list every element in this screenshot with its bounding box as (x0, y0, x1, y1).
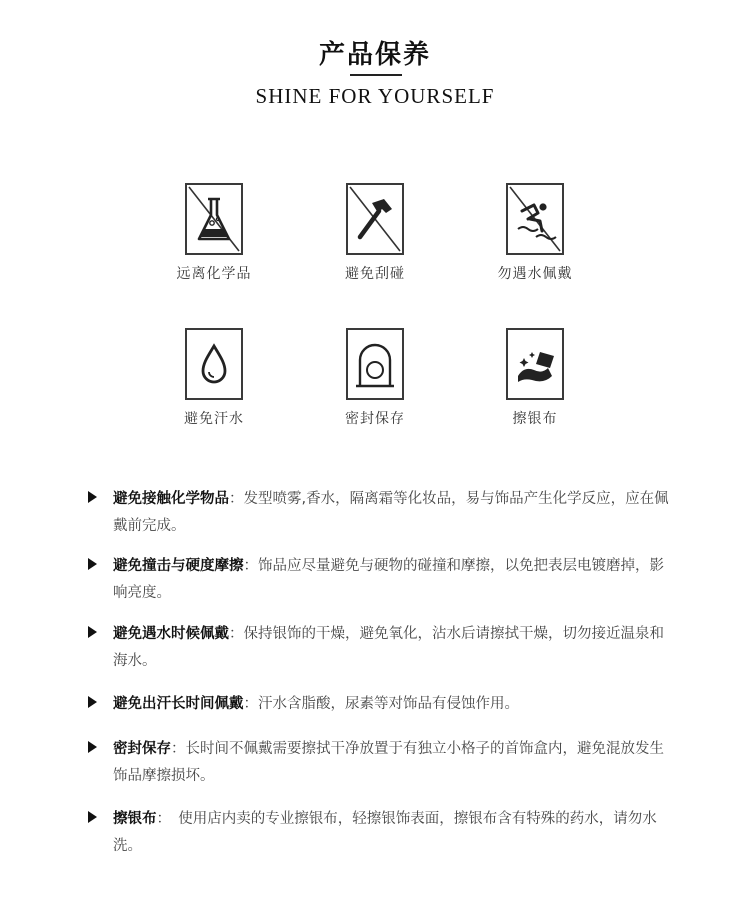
list-item (88, 553, 678, 607)
hammer-icon (346, 183, 404, 255)
swimmer-icon (506, 183, 564, 255)
triangle-bullet-icon (88, 626, 97, 638)
page-subtitle: SHINE FOR YOURSELF (255, 84, 495, 108)
tip-body: ：保持银饰的干燥，避免氧化，沾水后请擦拭干燥，切勿接近温泉和海水。 (113, 626, 664, 669)
water-drop-icon (185, 328, 243, 400)
care-item-storage (300, 328, 450, 428)
triangle-bullet-icon (88, 696, 97, 708)
list-item (88, 486, 678, 540)
sealed-box-icon (346, 328, 404, 400)
tip-body: ：长时间不佩戴需要擦拭干净放置于有独立小格子的首饰盒内，避免混放发生饰品摩擦损坏。 (113, 741, 664, 784)
tip-body: ：发型喷雾,香水，隔离霜等化妆品，易与饰品产生化学反应，应在佩戴前完成。 (113, 491, 669, 534)
polishing-cloth-icon (506, 328, 564, 400)
icon-label: 远离化学品 (176, 266, 252, 282)
tip-heading: 密封保存 (113, 741, 171, 757)
tip-heading: 避免接触化学物品 (113, 491, 229, 507)
care-item-scratch (300, 183, 450, 283)
list-item (88, 736, 678, 790)
title-underline (350, 74, 402, 76)
triangle-bullet-icon (88, 558, 97, 570)
triangle-bullet-icon (88, 491, 97, 503)
care-item-chemicals (139, 183, 289, 283)
tip-heading: 避免出汗长时间佩戴 (113, 696, 244, 712)
icon-label: 擦银布 (512, 411, 558, 427)
tip-heading: 擦银布 (113, 811, 157, 827)
tip-heading: 避免撞击与硬度摩擦 (113, 558, 244, 574)
care-item-cloth (460, 328, 610, 428)
icon-label: 避免刮碰 (345, 266, 405, 282)
triangle-bullet-icon (88, 811, 97, 823)
list-item (88, 621, 678, 675)
care-item-water (460, 183, 610, 283)
triangle-bullet-icon (88, 741, 97, 753)
icon-label: 勿遇水佩戴 (497, 266, 573, 282)
icon-label: 避免汗水 (184, 411, 244, 427)
tip-heading: 避免遇水时候佩戴 (113, 626, 229, 642)
page-title: 产品保养 (318, 40, 431, 70)
list-item (88, 806, 678, 860)
icon-label: 密封保存 (345, 411, 405, 427)
tip-body: ：饰品应尽量避免与硬物的碰撞和摩擦，以免把表层电镀磨掉，影响亮度。 (113, 558, 664, 601)
tip-body: ： 使用店内卖的专业擦银布，轻擦银饰表面，擦银布含有特殊的药水，请勿水洗。 (113, 811, 657, 854)
care-item-sweat (139, 328, 289, 428)
tip-body: ：汗水含脂酸，尿素等对饰品有侵蚀作用。 (243, 696, 519, 712)
flask-icon (185, 183, 243, 255)
list-item (88, 691, 678, 718)
